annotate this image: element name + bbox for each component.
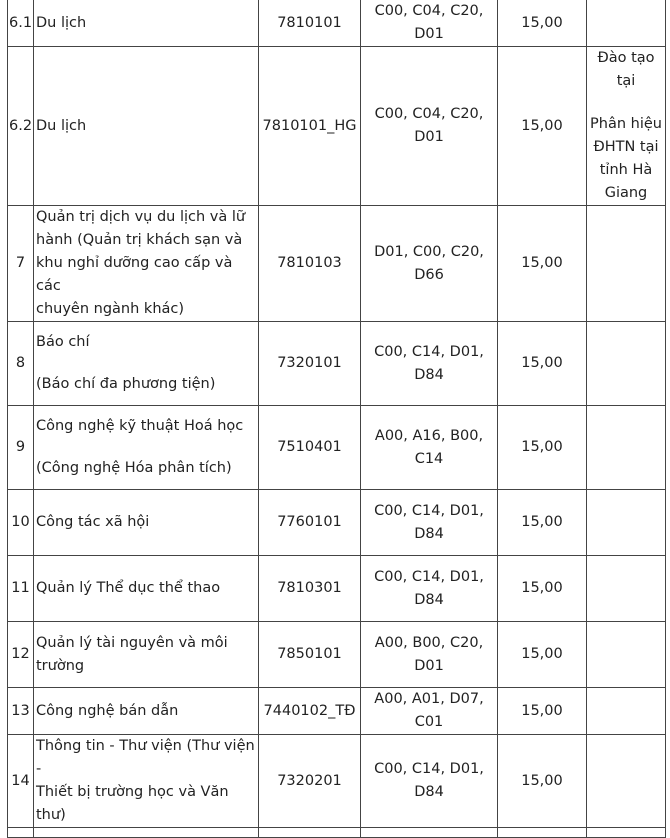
cell-major-name <box>34 47 259 206</box>
cell-subject-combos <box>361 622 498 688</box>
major-name-line: Du lịch <box>36 14 87 31</box>
cell-subject-combos <box>361 556 498 622</box>
cell-stt: 6.2 <box>8 47 34 206</box>
subject-combo-line: C00, C14, D01, <box>374 343 484 360</box>
cell-major-name <box>34 735 259 828</box>
cell-major-code: 7810101_HG <box>259 47 361 206</box>
cell-major-name <box>34 0 259 47</box>
major-name-line: (Báo chí đa phương tiện) <box>36 376 216 392</box>
major-name-line: Thiết bị trường học và Văn thư) <box>36 784 229 823</box>
cell-stt: 7 <box>8 206 34 322</box>
cell-stt: 9 <box>8 406 34 490</box>
cell-cutoff-score: 15,00 <box>498 735 587 828</box>
table-row <box>8 556 666 622</box>
cell-subject-combos <box>361 406 498 490</box>
major-name-line: (Công nghệ Hóa phân tích) <box>36 460 232 476</box>
table-row <box>8 322 666 406</box>
cell-subject-combos <box>361 0 498 47</box>
cell-cutoff-score: 15,00 <box>498 406 587 490</box>
cell-cutoff-score: 15,00 <box>498 688 587 735</box>
cell-major-name <box>34 206 259 322</box>
cell-empty <box>259 828 361 838</box>
blank-line <box>36 354 257 373</box>
table-row <box>8 47 666 206</box>
subject-combo-line: C00, C04, C20, D01 <box>374 3 484 42</box>
cell-stt: 11 <box>8 556 34 622</box>
cell-empty <box>361 828 498 838</box>
major-name-line: trường <box>36 657 85 674</box>
cell-note <box>587 688 666 735</box>
cell-note <box>587 47 666 206</box>
cell-subject-combos <box>361 322 498 406</box>
major-name-line: Quản trị dịch vụ du lịch và lữ <box>36 209 246 225</box>
cell-major-code: 7810301 <box>259 556 361 622</box>
cell-cutoff-score: 15,00 <box>498 0 587 47</box>
note-line: ĐHTN tại <box>593 139 659 155</box>
cell-stt: 10 <box>8 490 34 556</box>
cell-note <box>587 556 666 622</box>
major-name-line: Báo chí <box>36 334 90 350</box>
cell-stt: 14 <box>8 735 34 828</box>
note-line: Phân hiệu <box>590 116 662 132</box>
cell-major-code: 7320201 <box>259 735 361 828</box>
cell-empty <box>498 828 587 838</box>
cell-note <box>587 406 666 490</box>
major-name-line: Quản lý Thể dục thể thao <box>36 580 221 596</box>
subject-combo-line: C00, C14, D01, <box>374 502 484 519</box>
cell-major-code: 7810103 <box>259 206 361 322</box>
cell-stt: 12 <box>8 622 34 688</box>
cell-note <box>587 0 666 47</box>
blank-line <box>36 438 257 457</box>
subject-combo-line: A00, A16, B00, C14 <box>374 427 484 467</box>
major-name-line: Công nghệ kỹ thuật Hoá học <box>36 418 244 434</box>
subject-combo-line: A00, B00, C20, D01 <box>374 634 484 674</box>
table-row <box>8 0 666 47</box>
cell-subject-combos <box>361 206 498 322</box>
table-row <box>8 622 666 688</box>
cell-empty <box>587 828 666 838</box>
cell-note <box>587 490 666 556</box>
cell-cutoff-score: 15,00 <box>498 622 587 688</box>
cell-subject-combos <box>361 688 498 735</box>
cell-stt: 8 <box>8 322 34 406</box>
table-row <box>8 688 666 735</box>
cell-major-name <box>34 622 259 688</box>
cell-empty <box>8 828 34 838</box>
cell-cutoff-score: 15,00 <box>498 206 587 322</box>
subject-combo-line: C00, C04, C20, D01 <box>374 106 484 145</box>
cell-stt: 13 <box>8 688 34 735</box>
subject-combo-line: C00, C14, D01, <box>374 568 484 585</box>
cell-note <box>587 735 666 828</box>
cell-major-code: 7510401 <box>259 406 361 490</box>
cell-cutoff-score: 15,00 <box>498 490 587 556</box>
cell-note <box>587 322 666 406</box>
cell-major-code: 7850101 <box>259 622 361 688</box>
table-row <box>8 490 666 556</box>
subject-combo-line: D84 <box>414 366 444 383</box>
cell-major-name <box>34 556 259 622</box>
table-row <box>8 406 666 490</box>
cell-empty <box>34 828 259 838</box>
subject-combo-line: D84 <box>414 591 444 608</box>
major-name-line: khu nghỉ dưỡng cao cấp và các <box>36 255 233 294</box>
cell-major-code: 7320101 <box>259 322 361 406</box>
note-line: Đào tạo tại <box>597 50 655 89</box>
major-name-line: Công nghệ bán dẫn <box>36 702 179 719</box>
major-name-line: Quản lý tài nguyên và môi <box>36 634 228 651</box>
cell-major-name <box>34 322 259 406</box>
table-row <box>8 735 666 828</box>
subject-combo-line: D84 <box>414 525 444 542</box>
cell-note <box>587 206 666 322</box>
note-line: Giang <box>604 185 648 201</box>
cell-subject-combos <box>361 47 498 206</box>
major-name-line: Thông tin - Thư viện (Thư viện - <box>36 738 255 777</box>
cell-major-code: 7440102_TĐ <box>259 688 361 735</box>
admissions-table <box>7 0 666 838</box>
major-name-line: Công tác xã hội <box>36 514 150 530</box>
subject-combo-line: A00, A01, D07, C01 <box>374 691 484 730</box>
note-line: tỉnh Hà <box>599 162 653 178</box>
cell-stt: 6.1 <box>8 0 34 47</box>
table-row <box>8 206 666 322</box>
cell-cutoff-score: 15,00 <box>498 47 587 206</box>
subject-combo-line: C00, C14, D01, D84 <box>374 761 484 800</box>
cell-major-name <box>34 406 259 490</box>
table-body <box>8 0 666 828</box>
cell-cutoff-score: 15,00 <box>498 322 587 406</box>
table-row-cutoff <box>8 828 666 838</box>
major-name-line: chuyên ngành khác) <box>36 301 185 317</box>
major-name-line: hành (Quản trị khách sạn và <box>36 232 243 248</box>
subject-combo-line: D01, C00, C20, D66 <box>374 243 484 283</box>
major-name-line: Du lịch <box>36 117 87 134</box>
blank-line <box>588 93 664 113</box>
cell-major-code: 7760101 <box>259 490 361 556</box>
cell-subject-combos <box>361 735 498 828</box>
cell-major-name <box>34 490 259 556</box>
cell-major-code: 7810101 <box>259 0 361 47</box>
cell-cutoff-score: 15,00 <box>498 556 587 622</box>
cell-subject-combos <box>361 490 498 556</box>
cell-note <box>587 622 666 688</box>
cell-major-name <box>34 688 259 735</box>
